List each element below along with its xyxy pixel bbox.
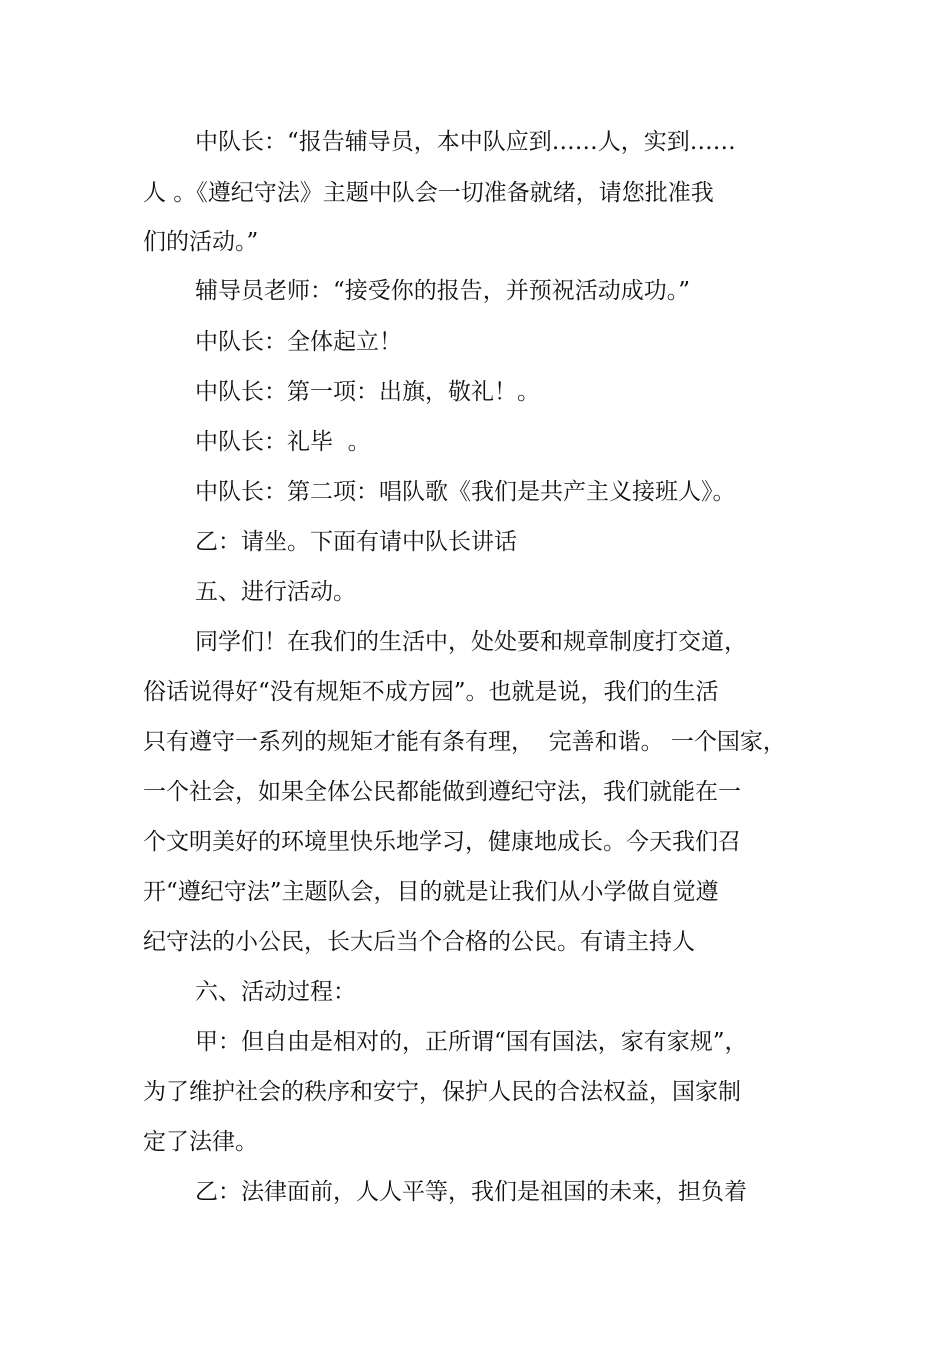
text-line: 中队长：礼毕 。 xyxy=(195,429,371,455)
section-heading: 五、进行活动。 xyxy=(195,579,356,605)
text-line: 中队长：第一项：出旗，敬礼！。 xyxy=(195,379,540,405)
text-line: 辅导员老师：“接受你的报告，并预祝活动成功。” xyxy=(195,278,691,304)
text-line: 为了维护社会的秩序和安宁，保护人民的合法权益，国家制 xyxy=(143,1079,741,1105)
text-line: 们的活动。” xyxy=(143,229,259,255)
text-line: 人 。《遵纪守法》主题中队会一切准备就绪，请您批准我 xyxy=(143,180,714,206)
text-line: 纪守法的小公民，长大后当个合格的公民。有请主持人 xyxy=(143,929,695,955)
text-line: 中队长：第二项：唱队歌《我们是共产主义接班人》。 xyxy=(195,479,736,505)
text-line: 同学们！在我们的生活中，处处要和规章制度打交道， xyxy=(195,629,747,655)
text-line: 只有遵守一系列的规矩才能有条有理， 完善和谐。 一个国家， xyxy=(143,729,786,755)
text-line: 中队长：全体起立！ xyxy=(195,329,402,355)
text-line: 定了法律。 xyxy=(143,1129,258,1155)
text-line: 俗话说得好“没有规矩不成方园”。也就是说，我们的生活 xyxy=(143,679,719,705)
text-line: 乙：请坐。下面有请中队长讲话 xyxy=(195,529,517,555)
text-line: 乙：法律面前，人人平等，我们是祖国的未来，担负着 xyxy=(195,1179,747,1205)
section-heading: 六、活动过程： xyxy=(195,979,356,1005)
text-line: 甲：但自由是相对的，正所谓“国有国法，家有家规”， xyxy=(195,1029,748,1055)
text-line: 开“遵纪守法”主题队会，目的就是让我们从小学做自觉遵 xyxy=(143,879,719,905)
text-line: 个文明美好的环境里快乐地学习，健康地成长。今天我们召 xyxy=(143,829,741,855)
text-line: 一个社会，如果全体公民都能做到遵纪守法，我们就能在一 xyxy=(143,779,741,805)
text-line: 中队长：“报告辅导员，本中队应到……人，实到…… xyxy=(195,129,736,155)
